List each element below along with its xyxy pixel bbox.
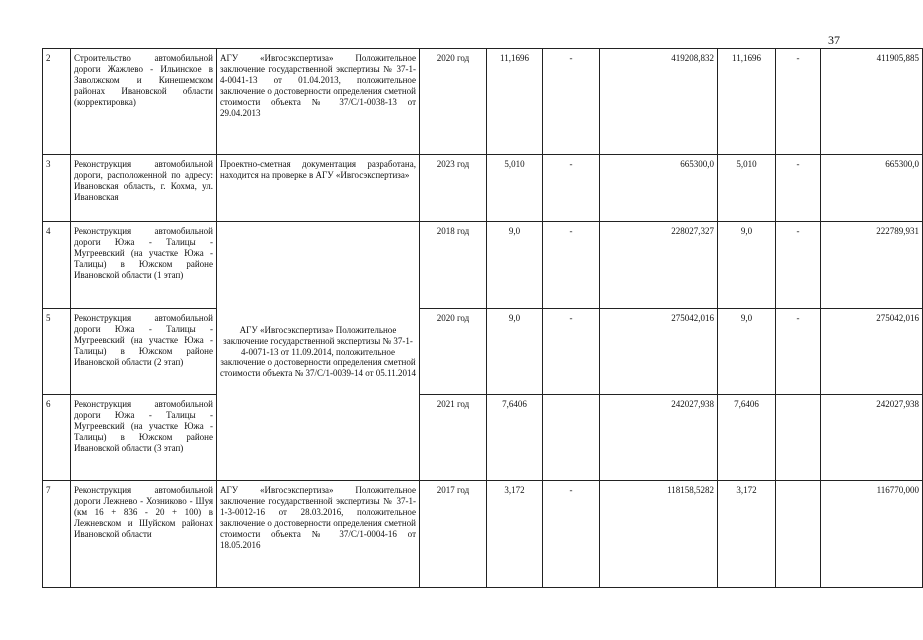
year-cell: 2018 год (420, 222, 487, 309)
row-number: 6 (43, 395, 71, 481)
cost-cell: 242027,938 (821, 395, 923, 481)
page-number: 37 (828, 33, 840, 47)
dash-cell: - (776, 155, 821, 222)
table-row (43, 309, 923, 395)
cost-cell: 242027,938 (600, 395, 718, 481)
table-row (43, 155, 923, 222)
cost-cell: 665300,0 (821, 155, 923, 222)
dash-cell (543, 395, 600, 481)
length-cell: 5,010 (718, 155, 776, 222)
length-cell: 7,6406 (487, 395, 543, 481)
projects-table (42, 48, 923, 588)
dash-cell: - (776, 222, 821, 309)
length-cell: 9,0 (718, 222, 776, 309)
cost-cell: 116770,000 (821, 481, 923, 588)
cost-cell: 275042,016 (600, 309, 718, 395)
object-name: Строительство автомобильной дороги Жажлево - Ильинское в Заволжском и Кинешемском районах Ивановской области (корректировка) (71, 49, 217, 155)
object-name: Реконструкция автомобильной дороги, расположенной по адресу: Ивановская область, г. Кохма, ул. Ивановская (71, 155, 217, 222)
cost-cell: 118158,5282 (600, 481, 718, 588)
dash-cell: - (543, 155, 600, 222)
row-number: 4 (43, 222, 71, 309)
table-row (43, 49, 923, 155)
dash-cell: - (776, 49, 821, 155)
length-cell: 3,172 (487, 481, 543, 588)
year-cell: 2023 год (420, 155, 487, 222)
year-cell: 2017 год (420, 481, 487, 588)
length-cell: 11,1696 (487, 49, 543, 155)
table-row (43, 395, 923, 481)
expertise-info-merged: АГУ «Ивгосэкспертиза» Положительное заключение государственной экспертизы № 37-1-4-0071-13 от 11.09.2014, положительное заключение о достоверности определения сметной стоимости объекта № 37/С/1-0039-14 от 05.11.2014 (217, 222, 420, 481)
table-row (43, 222, 923, 309)
cost-cell: 419208,832 (600, 49, 718, 155)
cost-cell: 228027,327 (600, 222, 718, 309)
dash-cell: - (543, 481, 600, 588)
row-number: 5 (43, 309, 71, 395)
length-cell: 9,0 (718, 309, 776, 395)
dash-cell: - (543, 49, 600, 155)
cost-cell: 222789,931 (821, 222, 923, 309)
object-name: Реконструкция автомобильной дороги Южа - Талицы - Мугреевский (на участке Южа - Талицы) в Южском районе Ивановской области (1 этап) (71, 222, 217, 309)
object-name: Реконструкция автомобильной дороги Южа - Талицы - Мугреевский (на участке Южа - Талицы) в Южском районе Ивановской области (2 этап) (71, 309, 217, 395)
year-cell: 2020 год (420, 49, 487, 155)
expertise-info: Проектно-сметная документация разработана, находится на проверке в АГУ «Ивгосэкспертиза» (217, 155, 420, 222)
row-number: 2 (43, 49, 71, 155)
length-cell: 3,172 (718, 481, 776, 588)
object-name: Реконструкция автомобильной дороги Южа - Талицы - Мугреевский (на участке Южа - Талицы) в Южском районе Ивановской области (3 этап) (71, 395, 217, 481)
length-cell: 9,0 (487, 309, 543, 395)
expertise-info: АГУ «Ивгосэкспертиза» Положительное заключение государственной экспертизы № 37-1-1-3-0012-16 от 28.03.2016, положительное заключение о достоверности определения сметной стоимости объекта № 37/С/1-0004-16 от 18.05.2016 (217, 481, 420, 588)
dash-cell (776, 481, 821, 588)
length-cell: 9,0 (487, 222, 543, 309)
length-cell: 7,6406 (718, 395, 776, 481)
dash-cell: - (776, 309, 821, 395)
cost-cell: 665300,0 (600, 155, 718, 222)
dash-cell: - (543, 222, 600, 309)
row-number: 3 (43, 155, 71, 222)
row-number: 7 (43, 481, 71, 588)
dash-cell: - (543, 309, 600, 395)
length-cell: 11,1696 (718, 49, 776, 155)
year-cell: 2021 год (420, 395, 487, 481)
dash-cell (776, 395, 821, 481)
year-cell: 2020 год (420, 309, 487, 395)
table-row (43, 481, 923, 588)
expertise-info: АГУ «Ивгосэкспертиза» Положительное заключение государственной экспертизы № 37-1-4-0041-13 от 01.04.2013, положительное заключение о достоверности определения сметной стоимости объекта № 37/С/1-0038-13 от 29.04.2013 (217, 49, 420, 155)
cost-cell: 411905,885 (821, 49, 923, 155)
length-cell: 5,010 (487, 155, 543, 222)
object-name: Реконструкция автомобильной дороги Лежнево - Хозниково - Шуя (км 16 + 836 - 20 + 100) в Лежневском и Шуйском районах Ивановской области (71, 481, 217, 588)
cost-cell: 275042,016 (821, 309, 923, 395)
